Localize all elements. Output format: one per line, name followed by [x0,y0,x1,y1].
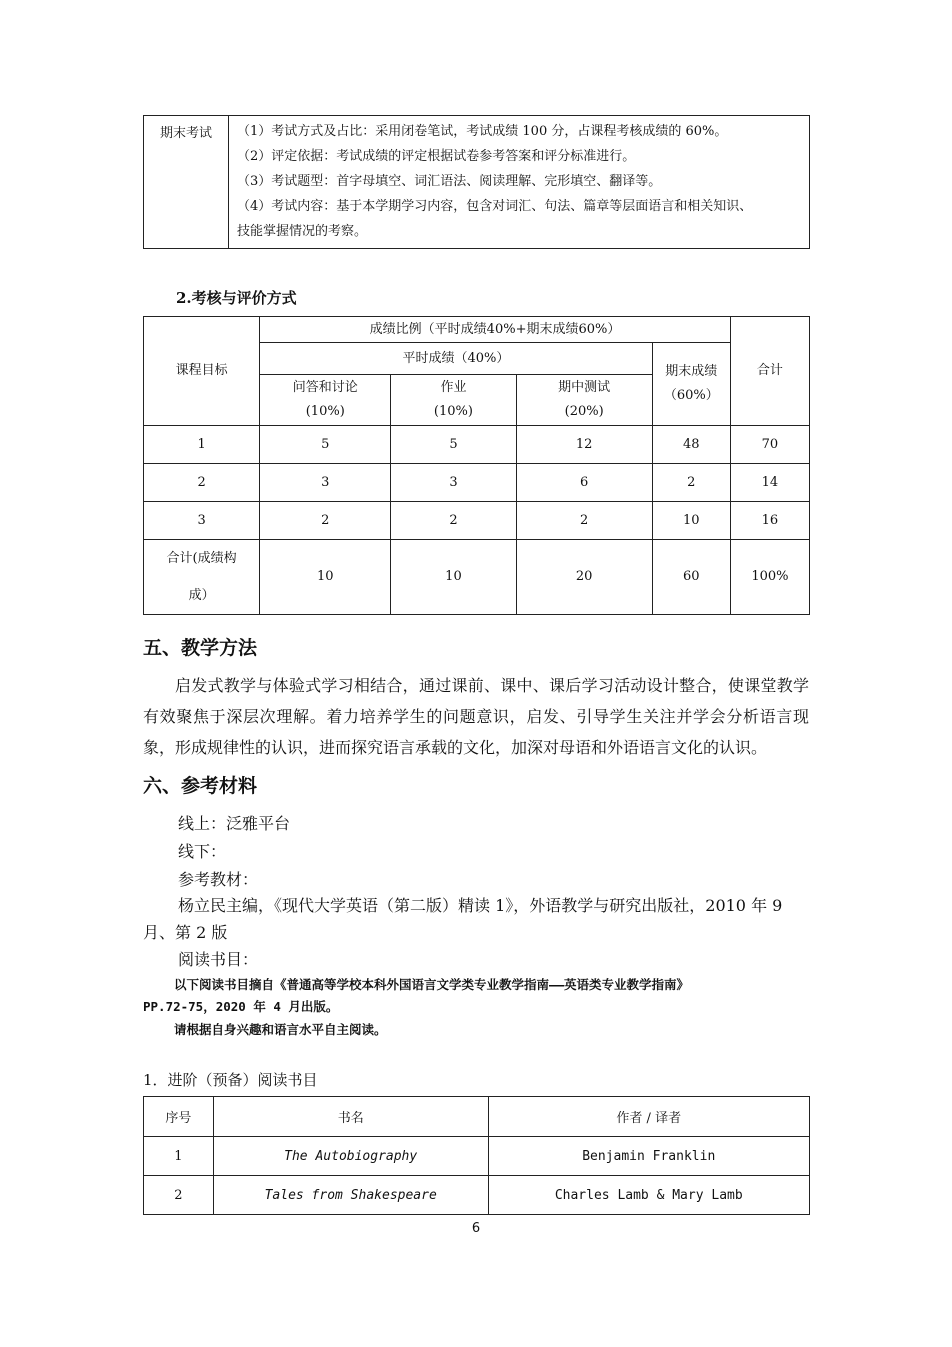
cell-total: 14 [730,464,809,502]
header-final-line: 期末成绩 [665,364,718,379]
cell-homework: 5 [391,426,516,464]
cell-qa: 10 [260,540,391,615]
table-row [144,502,810,540]
header-regular: 平时成绩（40%） [260,343,653,375]
header-midterm-line: (20%) [564,404,604,419]
reading-list-table [143,1096,810,1215]
header-final-line: （60%） [663,388,719,403]
table-row [144,464,810,502]
header-number: 序号 [144,1097,214,1137]
cell-qa: 5 [260,426,391,464]
header-homework-line: 作业 [440,380,467,395]
cell-goal: 3 [144,502,260,540]
cell-qa: 2 [260,502,391,540]
header-qa-line: (10%) [305,404,345,419]
final-exam-item: （3）考试题型：首字母填空、词汇语法、阅读理解、完形填空、翻译等。 [237,174,662,189]
cell-final: 48 [652,426,730,464]
header-author: 作者 / 译者 [488,1097,809,1137]
final-exam-item: 技能掌握情况的考察。 [237,224,368,239]
cell-book-title: Tales from Shakespeare [213,1176,488,1215]
cell-final: 60 [652,540,730,615]
header-qa [260,375,391,426]
cell-goal-line: 成） [188,588,215,603]
reading-note: 请根据自身兴趣和语言水平自主阅读。 [174,1022,387,1037]
assessment-heading: 2.考核与评价方式 [176,289,297,307]
cell-author: Benjamin Franklin [488,1137,809,1176]
final-exam-item: （4）考试内容：基于本学期学习内容，包含对词汇、句法、篇章等层面语言和相关知识、 [237,199,753,214]
final-exam-item: （1）考试方式及占比：采用闭卷笔试，考试成绩 100 分，占课程考核成绩的 60%。 [237,124,728,139]
table-row [144,1176,810,1215]
cell-homework: 2 [391,502,516,540]
cell-midterm: 6 [516,464,652,502]
cell-midterm: 2 [516,502,652,540]
section6-title: 六、参考材料 [143,775,258,797]
final-exam-details [229,116,810,249]
cell-book-title: The Autobiography [213,1137,488,1176]
header-goal: 课程目标 [144,317,260,426]
cell-midterm: 20 [516,540,652,615]
cell-number: 2 [144,1176,214,1215]
textbook-line: 月、第 2 版 [143,923,228,942]
section5-title: 五、教学方法 [143,637,258,659]
cell-homework: 10 [391,540,516,615]
table-row [144,426,810,464]
cell-total: 70 [730,426,809,464]
reading-note: PP.72-75，2020 年 4 月出版。 [143,999,339,1014]
reading-note: 以下阅读书目摘自《普通高等学校本科外国语言文学类专业教学指南——英语类专业教学指南》 [174,977,690,992]
header-total: 合计 [730,317,809,426]
section5-paragraph: 启发式教学与体验式学习相结合，通过课前、课中、课后学习活动设计整合，使课堂教学有效聚焦于深层次理解。着力培养学生的问题意识，启发、引导学生关注并学会分析语言现象，形成规律性的认识，进而探究语言承载的文化，加深对母语和外语语言文化的认识。 [143,676,809,757]
reading-label: 阅读书目： [178,950,259,969]
cell-midterm: 12 [516,426,652,464]
cell-qa: 3 [260,464,391,502]
textbook-line: 杨立民主编，《现代大学英语（第二版）精读 1》，外语教学与研究出版社，2010 年 9 [178,896,783,915]
online-resource: 线上：泛雅平台 [178,814,291,833]
table-row [144,1137,810,1176]
header-midterm [516,375,652,426]
cell-goal: 1 [144,426,260,464]
final-exam-table [143,115,810,249]
textbook-label: 参考教材： [178,870,259,889]
header-midterm-line: 期中测试 [558,380,611,395]
final-exam-item: （2）评定依据：考试成绩的评定根据试卷参考答案和评分标准进行。 [237,149,636,164]
final-exam-label: 期末考试 [144,116,229,249]
cell-goal: 2 [144,464,260,502]
header-homework [391,375,516,426]
cell-author: Charles Lamb & Mary Lamb [488,1176,809,1215]
header-homework-line: (10%) [433,404,473,419]
reading-list-title: 1．进阶（预备）阅读书目 [143,1071,318,1089]
header-book-title: 书名 [213,1097,488,1137]
page-number: 6 [471,1221,481,1236]
cell-total: 100% [730,540,809,615]
header-qa-line: 问答和讨论 [292,380,358,395]
assessment-table [143,316,810,615]
cell-homework: 3 [391,464,516,502]
cell-goal-line: 合计(成绩构 [166,551,237,566]
header-ratio: 成绩比例（平时成绩40%+期末成绩60%） [260,317,731,343]
cell-total: 16 [730,502,809,540]
header-final [652,343,730,426]
offline-resource: 线下： [178,842,227,861]
cell-number: 1 [144,1137,214,1176]
cell-final: 2 [652,464,730,502]
cell-goal [144,540,260,615]
table-row-sum [144,540,810,615]
cell-final: 10 [652,502,730,540]
